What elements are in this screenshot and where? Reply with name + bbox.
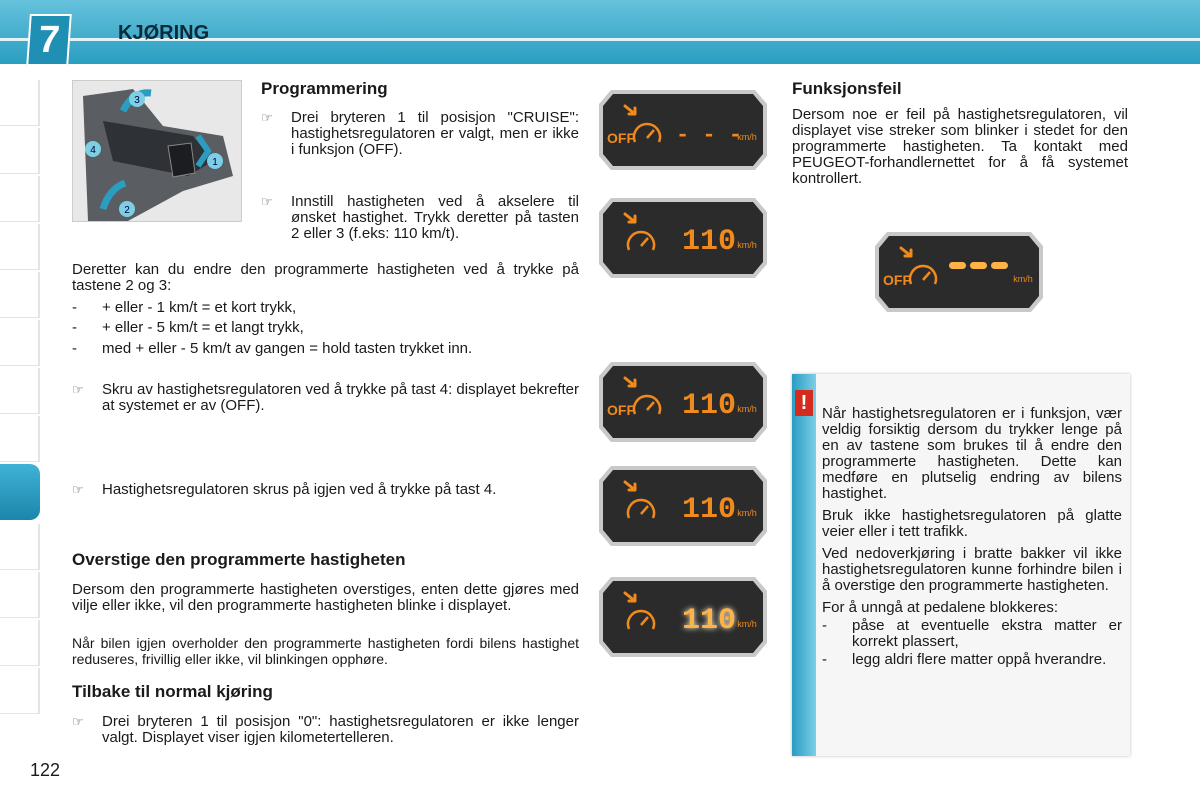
speed-value: 110 — [681, 225, 737, 259]
section-heading-overspeed: Overstige den programmerte hastigheten — [72, 550, 406, 569]
page-title: KJØRING — [118, 22, 210, 44]
blinking-dash — [970, 262, 987, 269]
chapter-tab[interactable] — [0, 368, 40, 414]
speed-unit: km/h — [737, 132, 757, 142]
paragraph: Deretter kan du endre den programmerte hastigheten ved å trykke på tastene 2 og 3: — [72, 261, 579, 294]
label-4: 4 — [90, 145, 96, 156]
speed-value: 110 — [681, 604, 737, 638]
cruise-display — [597, 88, 769, 172]
list-item: - legg aldri flere matter oppå hverandre. — [822, 651, 1107, 668]
speed-value: 110 — [681, 493, 737, 527]
speed-unit: km/h — [737, 240, 757, 250]
list-item: - påse at eventuelle ekstra matter er korrekt plassert, — [822, 617, 1122, 650]
pointing-hand-icon: ☞ — [72, 482, 84, 497]
paragraph: Dersom den programmerte hastigheten overstiges, enten dette gjøres med vilje eller ikke, vil den programmerte hastigheten blinke i displayet. — [72, 581, 579, 614]
speed-unit: km/h — [737, 619, 757, 629]
paragraph: Når bilen igjen overholder den programmerte hastigheten fordi bilens hastighet reduseres, frivillig eller ikke, vil blinkingen opphøre. — [72, 635, 579, 667]
warning-icon: ! — [795, 390, 813, 416]
chapter-tab[interactable] — [0, 80, 40, 126]
paragraph: For å unngå at pedalene blokkeres: — [822, 599, 1058, 616]
warning-content — [822, 406, 1122, 668]
chapter-tabs — [0, 80, 42, 720]
label-1: 1 — [212, 157, 218, 168]
blinking-dash — [949, 262, 966, 269]
off-indicator: OFF — [607, 130, 635, 146]
display-screen — [597, 360, 769, 444]
chapter-tab[interactable] — [0, 668, 40, 714]
display-screen — [597, 88, 769, 172]
off-indicator: OFF — [883, 272, 911, 288]
display-screen — [597, 196, 769, 280]
chapter-tab[interactable] — [0, 128, 40, 174]
instruction-item: ☞ Skru av hastighetsregulatoren ved å trykke på tast 4: displayet bekrefter at systemet er av (OFF). — [72, 381, 579, 414]
chapter-number: 7 — [26, 14, 72, 66]
page-number: 122 — [30, 760, 61, 780]
cruise-display — [597, 575, 769, 659]
instruction-item: ☞ Hastighetsregulatoren skrus på igjen ved å trykke på tast 4. — [72, 481, 497, 498]
speed-unit: km/h — [737, 404, 757, 414]
instruction-item: ☞ Drei bryteren 1 til posisjon "CRUISE": hastighetsregulatoren er valgt, men er ikke i funksjon (OFF). — [261, 109, 579, 158]
chapter-tab[interactable] — [0, 524, 40, 570]
warning-stripe — [792, 374, 816, 756]
speed-unit: km/h — [737, 508, 757, 518]
chapter-tab[interactable] — [0, 176, 40, 222]
paragraph: Dersom noe er feil på hastighetsregulatoren, vil displayet vise streker som blinker i stedet for den programmerte hastigheten. Ta kontakt med PEUGEOT-forhandlernettet for å få systemet kontrollert. — [792, 106, 1128, 187]
cruise-display — [597, 196, 769, 280]
display-screen — [873, 230, 1045, 314]
display-screen — [597, 575, 769, 659]
pointing-hand-icon: ☞ — [261, 194, 273, 209]
paragraph: Ved nedoverkjøring i bratte bakker vil ikke hastighetsregulatoren kunne forhindre bilen i å overstige den programmerte hastigheten. — [822, 545, 1122, 594]
warning-box — [792, 374, 1130, 756]
cruise-control-stalk-illustration — [72, 80, 242, 222]
chapter-tab-active[interactable] — [0, 464, 40, 520]
pointing-hand-icon: ☞ — [72, 382, 84, 397]
cruise-display — [873, 230, 1045, 314]
instruction-item: ☞ Drei bryteren 1 til posisjon "0": hastighetsregulatoren er ikke lenger valgt. Displayet viser igjen kilometertelleren. — [72, 713, 579, 746]
list-item: - + eller - 1 km/t = et kort trykk, — [72, 299, 297, 316]
off-indicator: OFF — [607, 402, 635, 418]
chapter-tab[interactable] — [0, 272, 40, 318]
chapter-tab[interactable] — [0, 620, 40, 666]
speed-value: - - - — [675, 123, 743, 148]
pointing-hand-icon: ☞ — [72, 714, 84, 729]
chapter-tab[interactable] — [0, 572, 40, 618]
section-heading-programming: Programmering — [261, 79, 388, 98]
speed-unit: km/h — [1013, 274, 1033, 284]
cruise-display — [597, 360, 769, 444]
speed-value: 110 — [681, 389, 737, 423]
list-item: - med + eller - 5 km/t av gangen = hold tasten trykket inn. — [72, 340, 473, 357]
section-heading-normal: Tilbake til normal kjøring — [72, 682, 273, 701]
pointing-hand-icon: ☞ — [261, 110, 273, 125]
paragraph: Bruk ikke hastighetsregulatoren på glatte veier eller i tett trafikk. — [822, 507, 1122, 540]
cruise-display — [597, 464, 769, 548]
label-3: 3 — [134, 95, 140, 106]
section-heading-malfunction: Funksjonsfeil — [792, 79, 902, 98]
list-item: - + eller - 5 km/t = et langt trykk, — [72, 319, 304, 336]
display-screen — [597, 464, 769, 548]
chapter-tab[interactable] — [0, 224, 40, 270]
chapter-tab[interactable] — [0, 320, 40, 366]
label-2: 2 — [124, 205, 130, 216]
paragraph: Når hastighetsregulatoren er i funksjon, vær veldig forsiktig dersom du trykker lenge på en av tastene som brukes til å endre den programmerte hastigheten. Dette kan medføre en plutselig endring av bilens hastighet. — [822, 405, 1122, 502]
instruction-item: ☞ Innstill hastigheten ved å akselere til ønsket hastighet. Trykk deretter på tasten 2 eller 3 (f.eks: 110 km/t). — [261, 193, 579, 242]
blinking-dash — [991, 262, 1008, 269]
chapter-tab[interactable] — [0, 416, 40, 462]
